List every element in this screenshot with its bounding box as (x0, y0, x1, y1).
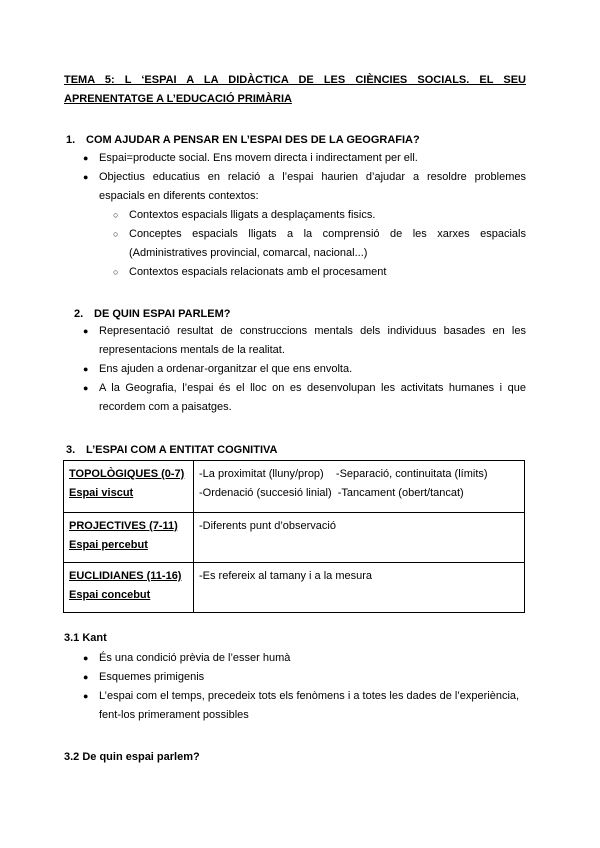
list-item: ● Ens ajuden a ordenar-organitzar el que ens envolta. (99, 360, 526, 379)
table-label-cell: TOPOLÒGIQUES (0-7) Espai viscut (64, 461, 194, 513)
section-3-heading: 3. L’ESPAI COM A ENTITAT COGNITIVA (66, 444, 278, 456)
list-item: ● Objectius educatius en relació a l’espai haurien d’ajudar a resoldre problemes espacials en diferents contextos: (99, 168, 526, 206)
section-2-list (83, 322, 526, 417)
title-line-2: APRENENTATGE A L’EDUCACIÓ PRIMÀRIA (64, 93, 292, 105)
table-label-cell: PROJECTIVES (7-11) Espai percebut (64, 513, 194, 563)
bullet-icon: ● (83, 153, 89, 163)
section-3-1-list (83, 649, 526, 725)
section-3-1-heading: 3.1 Kant (64, 632, 107, 644)
section-3-2-heading: 3.2 De quin espai parlem? (64, 751, 200, 763)
table-row (64, 461, 525, 513)
section-2-heading: 2. DE QUIN ESPAI PARLEM? (74, 308, 231, 320)
table-label-cell: EUCLIDIANES (11-16) Espai concebut (64, 563, 194, 613)
circle-bullet-icon: ○ (113, 229, 119, 239)
list-item: ○ Contextos espacials lligats a desplaçaments fisics. (129, 206, 526, 225)
bullet-icon: ● (83, 172, 89, 182)
circle-bullet-icon: ○ (113, 267, 119, 277)
bullet-icon: ● (83, 364, 89, 374)
list-item: ● Esquemes primigenis (99, 668, 526, 687)
section-1-heading: 1. COM AJUDAR A PENSAR EN L’ESPAI DES DE LA GEOGRAFIA? (66, 134, 420, 146)
bullet-icon: ● (83, 672, 89, 682)
list-item: ○ Contextos espacials relacionats amb el procesament (129, 263, 526, 282)
cognitive-space-table (63, 460, 525, 613)
table-value-cell: -Diferents punt d’observació (194, 513, 525, 563)
table-value-cell: -La proximitat (lluny/prop) -Separació, continuitata (límits) -Ordenació (succesió linial) -Tancament (obert/tancat) (194, 461, 525, 513)
bullet-icon: ● (83, 653, 89, 663)
bullet-icon: ● (83, 326, 89, 336)
table-value-cell: -Es refereix al tamany i a la mesura (194, 563, 525, 613)
list-item: ○ Conceptes espacials lligats a la comprensió de les xarxes espacials (Administratives provincial, comarcal, nacional...) (129, 225, 526, 263)
list-item: ● L’espai com el temps, precedeix tots els fenòmens i a totes les dades de l’experiència, fent-los primerament possibles (99, 687, 526, 725)
section-1-sublist (113, 206, 526, 282)
bullet-icon: ● (83, 691, 89, 701)
bullet-icon: ● (83, 383, 89, 393)
list-item: ● A la Geografia, l’espai és el lloc on es desenvolupan les activitats humanes i que recordem com a paisatges. (99, 379, 526, 417)
section-1-list (83, 149, 526, 206)
table-row (64, 563, 525, 613)
title-line-1: TEMA 5: L ‘ESPAI A LA DIDÀCTICA DE LES CIÈNCIES SOCIALS. EL SEU (64, 74, 526, 86)
page-title (64, 71, 526, 109)
list-item: ● Espai=producte social. Ens movem directa i indirectament per ell. (99, 149, 526, 168)
list-item: ● Representació resultat de construccions mentals dels individuus basades en les representacions mentals de la realitat. (99, 322, 526, 360)
table-row (64, 513, 525, 563)
circle-bullet-icon: ○ (113, 210, 119, 220)
list-item: ● És una condició prèvia de l’esser humà (99, 649, 526, 668)
